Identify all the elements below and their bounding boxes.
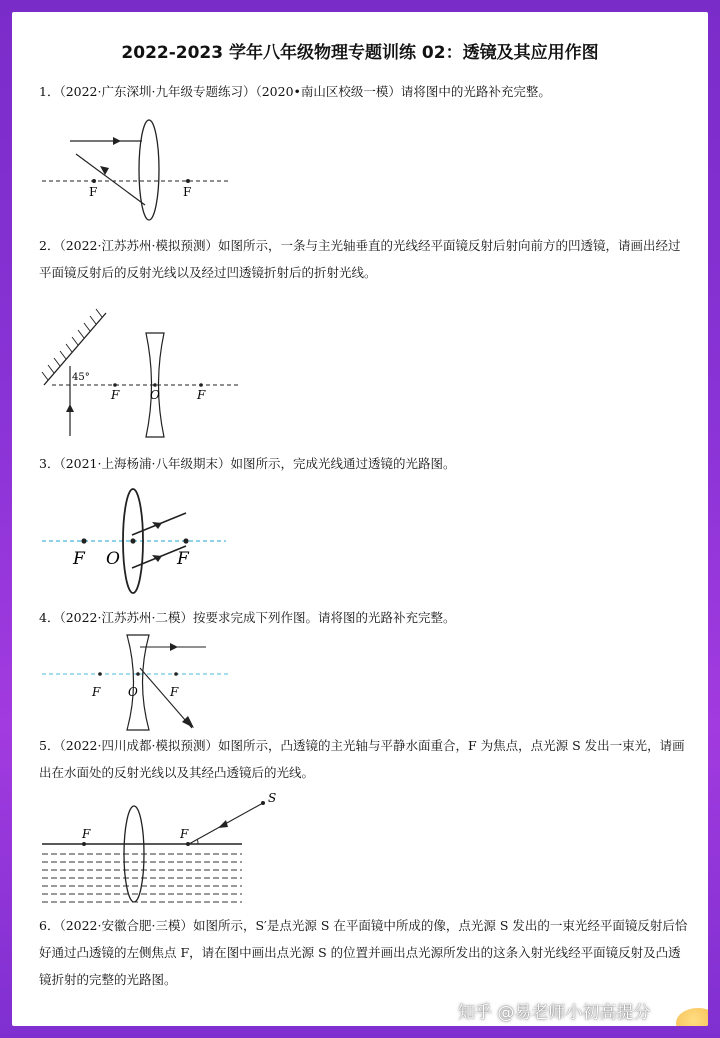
watermark: 知乎 @易老师小初高提分 [458, 1003, 651, 1023]
fig4-center-dot [136, 672, 140, 676]
worksheet-page [12, 12, 708, 1026]
fig5-focus-left-dot [82, 842, 86, 846]
fig2-focus-right-label: F [197, 388, 206, 402]
fig5-source-label: S [268, 791, 277, 805]
fig4-ray-oblique [140, 668, 192, 728]
fig1-ray-arrow-1 [113, 137, 121, 145]
figure-2 [12, 300, 272, 440]
question-2-text: 2．（2022·江苏苏州·模拟预测）如图所示，一条与主光轴垂直的光线经平面镜反射后射向前方的凹透镜，请画出经过平面镜反射后的反射光线以及经过凹透镜折射后的折射光线。 [39, 238, 681, 280]
fig2-focus-right-dot [199, 383, 203, 387]
fig2-ray-arrow [66, 404, 74, 412]
fig5-focus-right-label: F [180, 827, 189, 841]
fig1-convex-lens [139, 120, 159, 220]
question-5-text: 5．（2022·四川成都·模拟预测）如图所示，凸透镜的主光轴与平静水面重合，F 为焦点，点光源 S 发出一束光，请画出在水面处的反射光线以及其经凸透镜后的光线。 [39, 738, 685, 780]
figure-3 [12, 482, 272, 602]
fig4-focus-left-label: F [92, 685, 101, 699]
fig5-focus-left-label: F [82, 827, 91, 841]
fig3-focus-left-dot [81, 538, 86, 543]
fig5-ray-arrow [218, 820, 228, 828]
fig2-center-dot [153, 383, 157, 387]
fig2-angle-label: 45° [72, 372, 90, 383]
question-3-text: 3．（2021·上海杨浦·八年级期末）如图所示，完成光线通过透镜的光路图。 [39, 456, 456, 471]
fig2-focus-left-label: F [111, 388, 120, 402]
figure-5 [12, 782, 292, 912]
fig3-center-label: O [106, 549, 120, 569]
fig4-focus-right-dot [174, 672, 178, 676]
figure-1 [12, 112, 272, 212]
question-4-text: 4．（2022·江苏苏州·二模）按要求完成下列作图。请将图的光路补充完整。 [39, 610, 456, 625]
fig5-source-dot [261, 801, 265, 805]
fig1-focus-left-dot [92, 179, 96, 183]
fig1-ray-arrow-2 [100, 166, 109, 175]
fig1-focus-right-label: F [183, 185, 192, 199]
fig4-center-label: O [128, 685, 138, 699]
fig4-ray-arrow-1 [170, 643, 178, 651]
fig4-concave-lens [127, 635, 149, 730]
fig2-center-label: O [150, 388, 160, 402]
fig4-focus-left-dot [98, 672, 102, 676]
fig3-focus-left-label: F [73, 549, 85, 569]
fig5-water [42, 844, 242, 904]
fig4-focus-right-label: F [170, 685, 179, 699]
question-6-text: 6．（2022·安徽合肥·三模）如图所示，S′是点光源 S 在平面镜中所成的像，点光源 S 发出的一束光经平面镜反射后恰好通过凸透镜的左侧焦点 F，请在图中画出点光源 S 的位置并画出点光源所发出的这条入射光线经平面镜反射及凸透镜折射的完整的光路图。 [39, 918, 688, 987]
decorative-coin [676, 1008, 708, 1026]
fig2-focus-left-dot [113, 383, 117, 387]
fig5-focus-right-dot [186, 842, 190, 846]
fig1-focus-right-dot [186, 179, 190, 183]
fig1-focus-left-label: F [89, 185, 98, 199]
fig2-mirror-hatching [42, 309, 102, 380]
figure-4 [12, 632, 272, 742]
page-title: 2022-2023 学年八年级物理专题训练 02：透镜及其应用作图 [121, 43, 599, 63]
fig3-focus-right-label: F [177, 549, 189, 569]
fig1-oblique-ray [76, 154, 145, 205]
fig3-focus-right-dot [183, 538, 188, 543]
question-1-text: 1．（2022·广东深圳·九年级专题练习）（2020•南山区校级一模）请将图中的光路补充完整。 [39, 84, 551, 99]
fig3-center-dot [130, 538, 135, 543]
